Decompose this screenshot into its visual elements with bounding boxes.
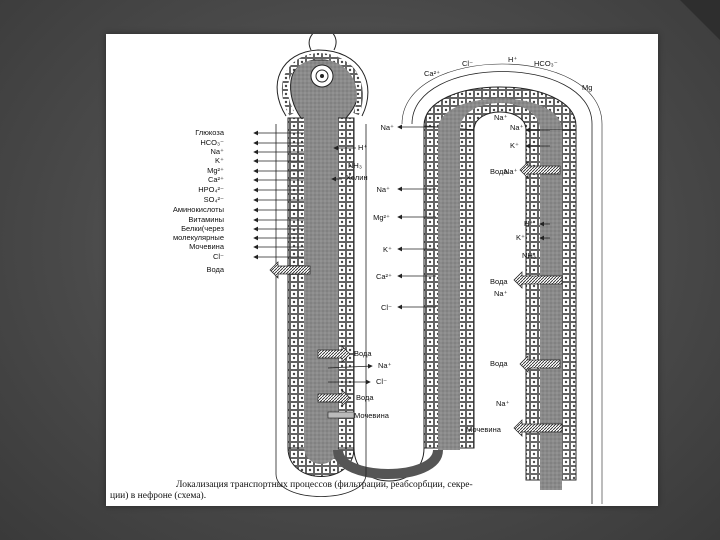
distal-top-label: Mg [582, 83, 593, 92]
ascending-limb-label: Na⁺ [376, 185, 390, 194]
ascending-limb-label: Na⁺ [380, 123, 394, 132]
left-label: Витамины [188, 215, 224, 224]
left-label: Мочевина [189, 242, 224, 251]
distal-label: Вода [490, 277, 508, 286]
proximal-label: Холин [346, 173, 368, 182]
loop-label: Вода [354, 349, 372, 358]
loop-label: Na⁺ [378, 361, 392, 370]
distal-label: Вода [490, 359, 508, 368]
proximal-label: H⁺ [358, 143, 368, 152]
loop-label: Вода [356, 393, 374, 402]
ascending-limb-label: Mg²⁺ [373, 213, 390, 222]
proximal-label: NH₃ [348, 161, 362, 170]
loop-label: Cl⁻ [376, 377, 388, 386]
distal-label: Na⁺ [510, 123, 524, 132]
caption-line-1: Локализация транспортных процессов (фильтрации, реабсорбции, секре- [176, 480, 473, 490]
caption-line-2: ции) в нефроне (схема). [110, 491, 207, 501]
left-label: HCO₃⁻ [200, 138, 224, 147]
left-label: Ca²⁺ [207, 175, 224, 184]
distal-top-label: Ca²⁺ [424, 69, 441, 78]
left-label: Аминокислоты [172, 205, 224, 214]
left-label: HPO₄²⁻ [198, 185, 224, 194]
distal-top-label: HCO₃⁻ [534, 59, 558, 68]
left-label: K⁺ [215, 156, 224, 165]
distal-label: Na⁺ [494, 289, 508, 298]
loop-label: Мочевина [354, 411, 389, 420]
left-label: Белки(через [181, 224, 224, 233]
left-label: Глюкоза [195, 128, 224, 137]
left-label: SO₄²⁻ [203, 195, 224, 204]
distal-label: NH₃ [522, 251, 536, 260]
distal-top-label: Cl⁻ [462, 59, 474, 68]
distal-label: Мочевина [466, 425, 501, 434]
distal-label: K⁺ [510, 141, 519, 150]
distal-label: Вода [490, 167, 508, 176]
distal-label: H⁺ [524, 219, 534, 228]
left-label: Cl⁻ [212, 252, 224, 261]
nephron-diagram [106, 34, 658, 506]
left-label: Вода [206, 265, 224, 274]
distal-top-label: Na⁺ [494, 113, 508, 122]
ascending-limb-label: K⁺ [383, 245, 392, 254]
urea-bar [328, 412, 354, 418]
distal-top-label: H⁺ [508, 55, 518, 64]
slide-corner-decoration [680, 0, 720, 40]
ascending-limb-label: Ca²⁺ [375, 272, 392, 281]
left-label: Mg²⁺ [207, 166, 224, 175]
left-label: молекулярные [173, 233, 224, 242]
distal-label: Na⁺ [504, 167, 518, 176]
slide-frame [106, 34, 658, 506]
distal-label: K⁺ [516, 233, 525, 242]
distal-label: Na⁺ [496, 399, 510, 408]
ascending-limb-label: Cl⁻ [380, 303, 392, 312]
left-label: Na⁺ [210, 147, 224, 156]
